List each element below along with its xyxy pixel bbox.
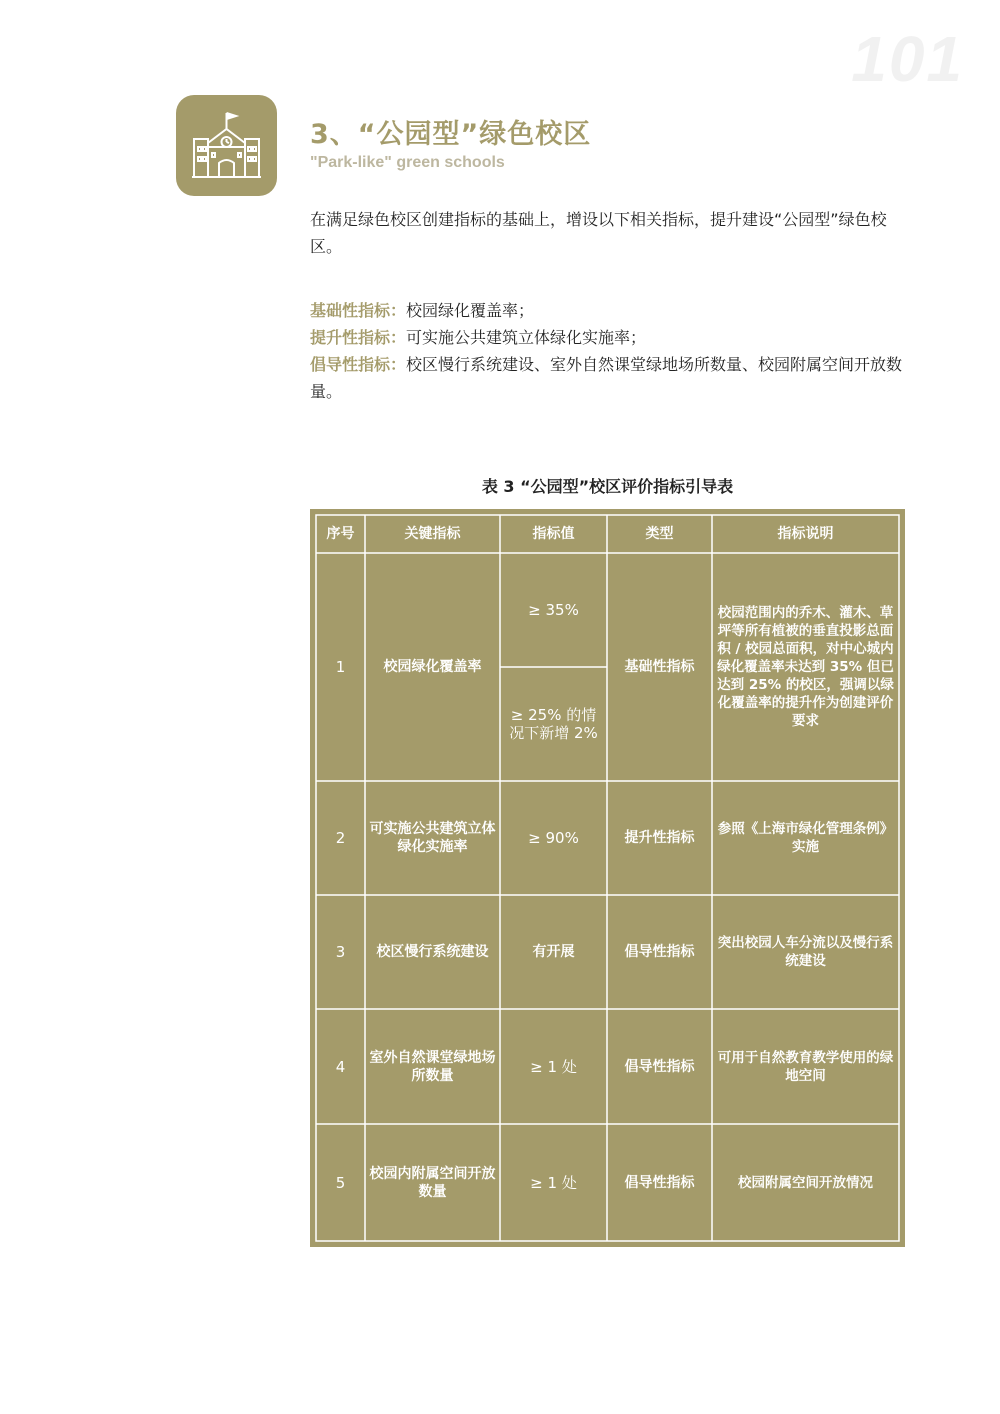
table-cell-no: 2 [335, 829, 346, 847]
section-subtitle: "Park-like" green schools [310, 154, 505, 171]
table-cell-indicator: 可实施公共建筑立体绿化实施率 [369, 821, 496, 855]
table-header-type: 类型 [645, 526, 674, 542]
table-cell-value: ≥ 25% 的情况下新增 2% [509, 706, 598, 742]
table-cell-type: 倡导性指标 [624, 1058, 695, 1075]
table-cell-indicator: 室外自然课堂绿地场所数量 [369, 1049, 496, 1084]
table-cell-type: 基础性指标 [624, 659, 695, 675]
table-cell-value: ≥ 1 处 [530, 1057, 577, 1076]
indicator-list [310, 297, 910, 405]
table-cell-no: 5 [335, 1173, 346, 1192]
table-header-indicator: 关键指标 [404, 526, 461, 542]
table-caption: 表 3 “公园型”校区评价指标引导表 [481, 477, 734, 496]
indicator-table [310, 509, 905, 1247]
table-cell-type: 倡导性指标 [624, 944, 695, 960]
table-cell-type: 倡导性指标 [624, 1174, 695, 1191]
table-cell-desc: 校园附属空间开放情况 [738, 1174, 873, 1191]
indicator-text: 校区慢行系统建设、室外自然课堂绿地场所数量、校园附属空间开放数量。 [310, 355, 903, 401]
indicator-label: 倡导性指标： [310, 355, 407, 374]
table-cell-value: 有开展 [532, 944, 575, 960]
table-cell-desc: 突出校园人车分流以及慢行系统建设 [717, 935, 894, 969]
table-cell-indicator: 校园绿化覆盖率 [383, 659, 482, 675]
school-building-icon [190, 109, 263, 182]
indicator-item [310, 351, 910, 405]
table-cell-desc: 参照《上海市绿化管理条例》实施 [717, 821, 894, 855]
indicator-text: 可实施公共建筑立体绿化实施率； [406, 328, 647, 347]
table-cell-indicator: 校区慢行系统建设 [376, 944, 489, 960]
table-cell-desc: 可用于自然教育教学使用的绿地空间 [717, 1049, 894, 1084]
table-cell-desc: 校园范围内的乔木、灌木、草坪等所有植被的垂直投影总面积 / 校园总面积，对中心城内绿化覆盖率未达到 35% 但已达到 25% 的校区，强调以绿化覆盖率的提升作为创建评价要求 [717, 605, 894, 729]
table-cell-value: ≥ 1 处 [530, 1173, 577, 1192]
table-cell-type: 提升性指标 [624, 830, 695, 846]
section-icon-box [176, 95, 277, 196]
section-title: 3、“公园型”绿色校区 [310, 119, 592, 150]
indicator-item [310, 324, 910, 351]
table-header-no: 序号 [326, 526, 355, 542]
table-cell-no: 1 [335, 658, 346, 676]
indicator-label: 基础性指标： [310, 301, 407, 320]
indicator-item [310, 297, 910, 324]
page-number: 101 [851, 23, 964, 95]
indicator-text: 校园绿化覆盖率； [406, 301, 535, 320]
indicator-label: 提升性指标： [310, 328, 407, 347]
table-header-value: 指标值 [532, 526, 575, 542]
table-cell-no: 4 [335, 1057, 346, 1076]
table-cell-value: ≥ 35% [528, 601, 579, 619]
table-cell-indicator: 校园内附属空间开放数量 [369, 1165, 496, 1200]
intro-paragraph: 在满足绿色校区创建指标的基础上，增设以下相关指标，提升建设“公园型”绿色校区。 [310, 210, 887, 256]
table-cell-value: ≥ 90% [528, 829, 579, 847]
table-cell-no: 3 [335, 943, 346, 961]
table-header-desc: 指标说明 [777, 526, 834, 542]
